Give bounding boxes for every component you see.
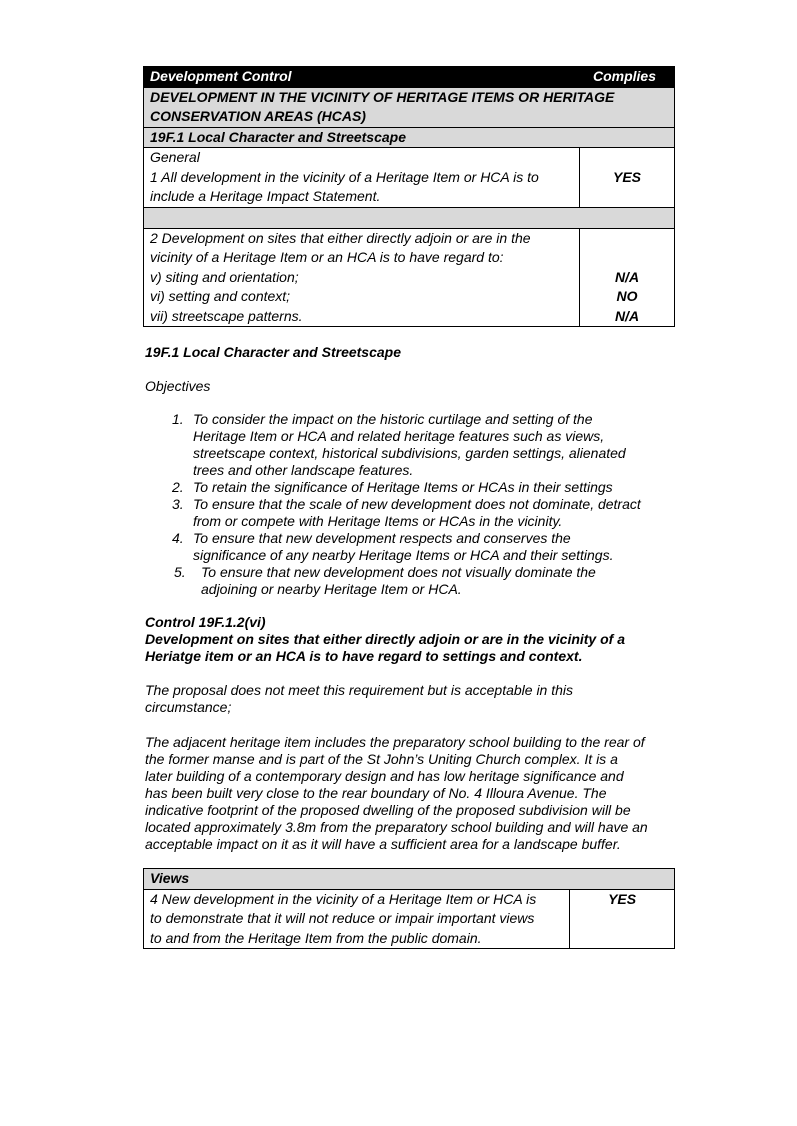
- control-line: 1 All development in the vicinity of a Heritage Item or HCA is to: [150, 168, 539, 185]
- paragraph: The adjacent heritage item includes the preparatory school building to the rear of the former manse and is part of the St John’s Uniting Church complex. It is a later building of a contemporary design and has low heritage significance and has been built very close to the rear boundary of No. 4 Illoura Avenue. The indicative footprint of the proposed dwelling of the proposed subdivision will be located approximately 3.8m from the preparatory school building and will have an acceptable impact on it as it will have a sufficient area for a landscape buffer.: [145, 734, 648, 852]
- control-line: include a Heritage Impact Statement.: [150, 188, 381, 204]
- header-complies: Complies: [580, 67, 675, 88]
- development-control-table: [143, 66, 675, 327]
- complies-value: YES: [608, 890, 637, 907]
- complies-value: N/A: [614, 307, 640, 324]
- list-number: 3.: [172, 496, 184, 512]
- objectives-list: [145, 411, 685, 598]
- control-text: [144, 889, 570, 949]
- control-line: to and from the Heritage Item from the public domain.: [150, 929, 482, 946]
- control-line: Heriatge item or an HCA is to have regard to settings and context.: [145, 648, 583, 664]
- table-row: [144, 148, 675, 208]
- header-development-control: Development Control: [144, 67, 580, 88]
- complies-value: YES: [613, 168, 642, 185]
- objectives-label: Objectives: [145, 378, 211, 394]
- section-row: [144, 87, 675, 127]
- complies-value: N/A: [614, 268, 640, 285]
- table-header-row: [144, 67, 675, 88]
- subsection-title: 19F.1 Local Character and Streetscape: [144, 127, 675, 148]
- control-line: v) siting and orientation;: [150, 268, 299, 285]
- list-number: 2.: [172, 479, 184, 495]
- section-title: Views: [144, 869, 675, 890]
- list-item: 2. To retain the significance of Heritage Items or HCAs in their settings: [172, 479, 613, 495]
- list-number: 5.: [174, 564, 186, 580]
- section-title: DEVELOPMENT IN THE VICINITY OF HERITAGE ITEMS OR HERITAGE CONSERVATION AREAS (HCAS): [144, 87, 675, 127]
- list-number: 1.: [172, 411, 184, 427]
- control-text: [144, 148, 580, 208]
- complies-cell: [580, 228, 675, 327]
- table-row: [144, 228, 675, 327]
- views-table: [143, 868, 675, 949]
- control-line: vii) streetscape patterns.: [150, 307, 303, 324]
- list-item: 5. To ensure that new development does not visually dominate the adjoining or nearby Heritage Item or HCA.: [174, 564, 596, 597]
- control-block: [145, 614, 625, 665]
- list-item: 3. To ensure that the scale of new development does not dominate, detract from or compete with Heritage Items or HCAs in the vicinity.: [172, 496, 641, 529]
- list-item: 1. To consider the impact on the historic curtilage and setting of the Heritage Item or HCA and related heritage features such as views, streetscape context, historical subdivisions, garden settings, alienated trees and other landscape features.: [172, 411, 626, 478]
- control-line: to demonstrate that it will not reduce or impair important views: [150, 910, 535, 926]
- section-row: [144, 869, 675, 890]
- control-line: 2 Development on sites that either directly adjoin or are in the: [150, 229, 531, 246]
- spacer-row: [144, 207, 675, 228]
- table-row: [144, 889, 675, 949]
- control-line: vicinity of a Heritage Item or an HCA is to have regard to:: [150, 249, 504, 265]
- complies-cell: [580, 148, 675, 208]
- control-line: 4 New development in the vicinity of a Heritage Item or HCA is: [150, 890, 537, 907]
- paragraph: The proposal does not meet this requirement but is acceptable in this circumstance;: [145, 682, 574, 715]
- list-item: 4. To ensure that new development respects and conserves the significance of any nearby Heritage Items or HCA and their settings.: [172, 530, 614, 563]
- control-line: General: [150, 149, 200, 165]
- complies-cell: [570, 889, 675, 949]
- control-title: Control 19F.1.2(vi): [145, 614, 266, 630]
- control-line: vi) setting and context;: [150, 288, 291, 304]
- control-line: Development on sites that either directly adjoin or are in the vicinity of a: [145, 631, 625, 647]
- control-text: [144, 228, 580, 327]
- list-number: 4.: [172, 530, 184, 546]
- section-heading: 19F.1 Local Character and Streetscape: [145, 344, 402, 360]
- complies-value: NO: [616, 288, 638, 304]
- subsection-row: [144, 127, 675, 148]
